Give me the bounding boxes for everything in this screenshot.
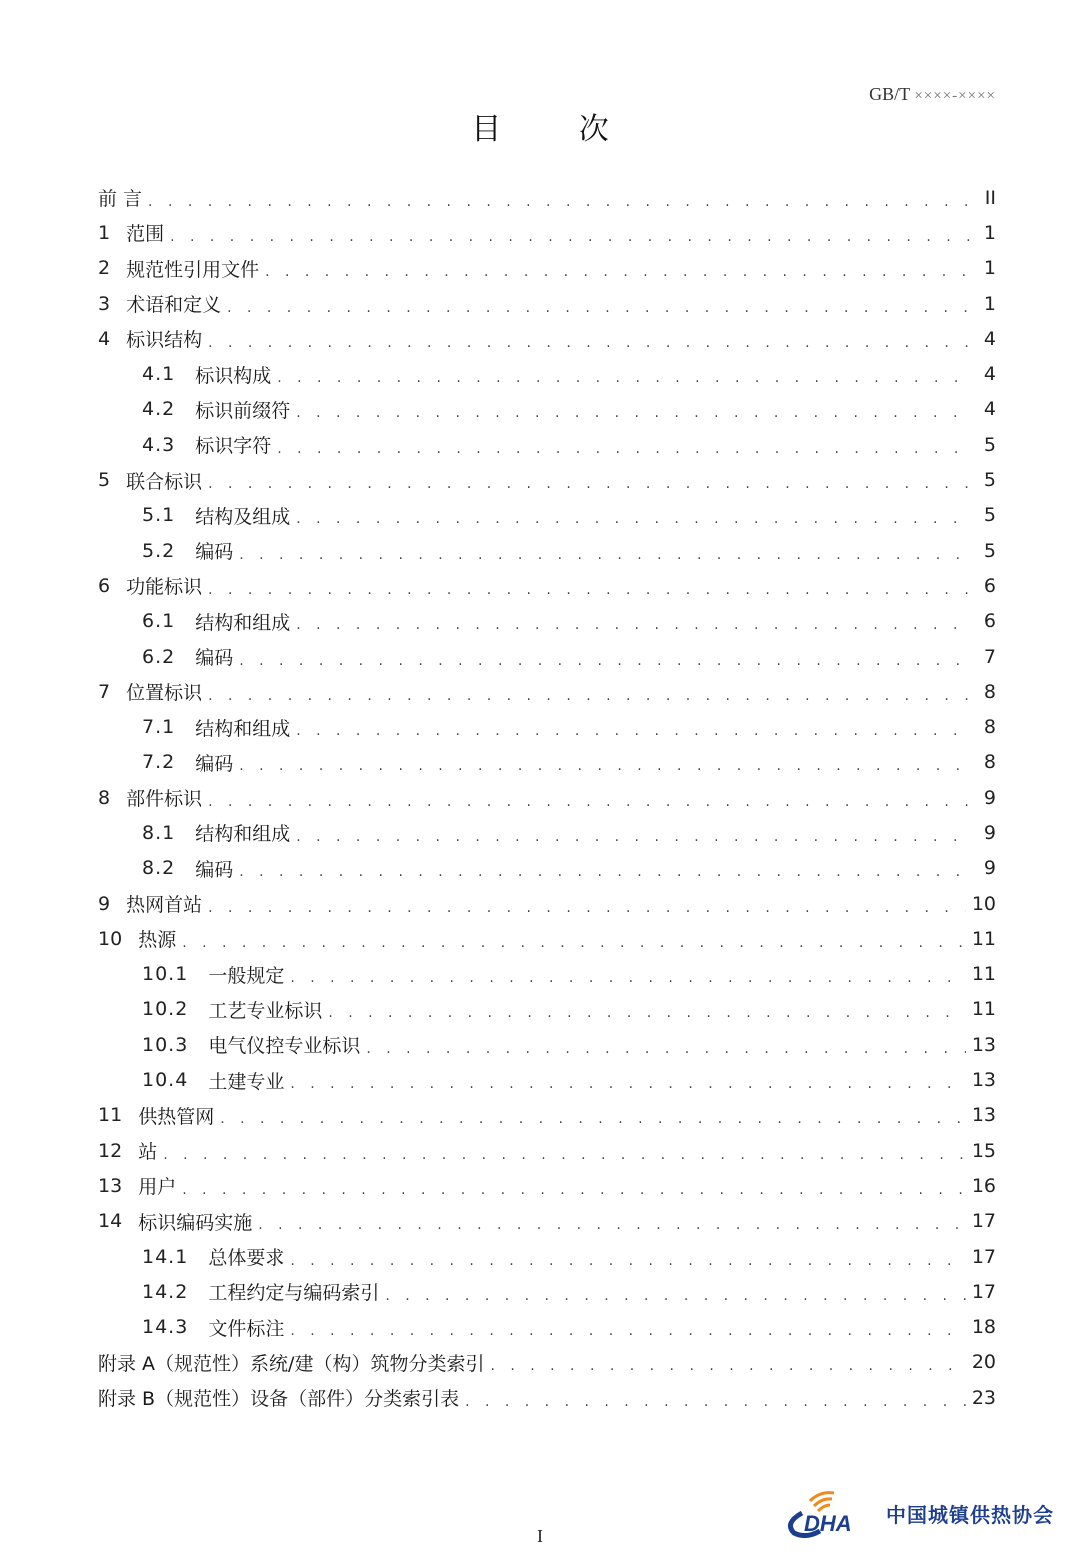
toc-entry[interactable] [98,215,996,250]
toc-entry-number: 10 [98,927,123,950]
toc-entry-page: 5 [983,504,996,527]
toc-entry-page: 4 [983,398,996,421]
toc-entry-page: 13 [971,1069,996,1092]
toc-entry[interactable] [98,815,996,850]
toc-entry[interactable] [98,1168,996,1203]
toc-leader-dots [385,1289,965,1303]
toc-entry-number: 2 [98,257,111,280]
toc-entry-page: 6 [983,574,996,597]
toc-leader-dots [290,1077,965,1091]
toc-entry-label: 标识构成 [195,364,272,387]
toc-entry-page: 4 [983,363,996,386]
toc-entry-page: 17 [971,1280,996,1303]
toc-entry-page: 16 [971,1174,996,1197]
toc-leader-dots [208,795,972,809]
toc-entry-page: 7 [983,645,996,668]
toc-leader-dots [465,1395,966,1409]
toc-entry-page: 11 [971,963,996,986]
toc-entry[interactable] [98,604,996,639]
dha-logo-icon [780,1487,876,1539]
toc-entry-page: 8 [983,716,996,739]
toc-entry-label: 编码 [195,647,234,669]
toc-entry[interactable] [98,180,996,215]
standard-code [869,84,996,105]
toc-entry-label: 功能标识 [126,576,203,599]
toc-entry[interactable] [98,462,996,497]
toc-entry-page: 11 [971,998,996,1021]
toc-entry-label: 规范性引用文件 [126,258,260,281]
toc-leader-dots [208,583,972,597]
toc-entry[interactable] [98,1204,996,1239]
toc-entry-label: 术语和定义 [126,294,222,317]
toc-entry-label: 标识结构 [126,329,203,352]
toc-leader-dots [239,654,972,668]
toc-leader-dots [208,336,972,350]
toc-entry-number: 6.2 [142,645,176,668]
toc-entry[interactable] [98,745,996,780]
toc-entry-number: 10.3 [142,1033,189,1056]
toc-entry-page: 13 [971,1104,996,1127]
association-logo [780,1487,1054,1539]
toc-entry-label: 联合标识 [126,470,203,493]
toc-leader-dots [208,689,972,703]
toc-entry-number: 14 [98,1210,123,1233]
toc-entry[interactable] [98,780,996,815]
toc-entry-label: 编码 [195,541,234,564]
toc-entry[interactable] [98,992,996,1027]
toc-entry-label: 一般规定 [208,964,285,987]
toc-leader-dots [290,1254,965,1268]
toc-entry-page: 9 [983,786,996,809]
toc-entry-label: 供热管网 [138,1105,215,1128]
toc-entry[interactable] [98,957,996,992]
toc-entry[interactable] [98,851,996,886]
toc-entry-page: 18 [971,1316,996,1339]
toc-entry-page: 8 [983,680,996,703]
toc-entry-page: 13 [971,1033,996,1056]
toc-entry-number: 9 [98,892,111,915]
toc-leader-dots [290,971,965,985]
toc-entry[interactable] [98,1133,996,1168]
toc-entry-number: 7.2 [142,751,176,774]
toc-entry[interactable] [98,886,996,921]
toc-entry-label: 结构和组成 [195,611,291,634]
toc-entry[interactable] [98,356,996,391]
toc-entry-number: 10.1 [142,963,189,986]
toc-entry[interactable] [98,251,996,286]
toc-entry-page: 17 [971,1210,996,1233]
toc-entry[interactable] [98,1239,996,1274]
toc-entry-label: 总体要求 [208,1247,285,1270]
standard-code-prefix: GB/T [869,84,910,104]
toc-entry-label: 范围 [126,223,165,246]
toc-entry[interactable] [98,321,996,356]
toc-entry-page: 23 [971,1386,996,1409]
toc-entry-number: 3 [98,292,111,315]
toc-entry-number: 5.1 [142,504,176,527]
toc-leader-dots [296,406,972,420]
toc-entry[interactable] [98,1062,996,1097]
toc-leader-dots [366,1042,965,1056]
standard-code-suffix: ××××-×××× [914,88,996,104]
toc-leader-dots [296,724,972,738]
toc-leader-dots [296,512,972,526]
toc-entry[interactable] [98,498,996,533]
toc-leader-dots [163,1148,966,1162]
toc-leader-dots [208,477,972,491]
toc-entry[interactable] [98,286,996,321]
toc-entry-number: 7.1 [142,716,176,739]
toc-leader-dots [290,1324,965,1338]
toc-leader-dots [239,865,972,879]
toc-entry-page: 4 [983,327,996,350]
toc-entry-label: 土建专业 [208,1070,285,1093]
toc-entry-page: 5 [983,433,996,456]
toc-entry-page: 5 [983,539,996,562]
toc-entry-label: 站 [138,1141,158,1164]
toc-entry-label: 电气仪控专业标识 [208,1035,361,1058]
table-of-contents [98,180,996,1415]
toc-leader-dots [208,901,966,915]
toc-entry-label: 编码 [195,858,234,881]
toc-entry-label: 文件标注 [208,1317,285,1340]
toc-entry[interactable] [98,709,996,744]
toc-entry-label: 热源 [138,929,177,952]
toc-entry-label: 工程约定与编码索引 [208,1282,380,1305]
toc-entry-page: 1 [983,292,996,315]
toc-entry-page: II [984,186,996,209]
toc-entry[interactable] [98,639,996,674]
toc-entry-number: 1 [98,221,111,244]
toc-entry-page: 10 [971,892,996,915]
toc-entry-label: 结构及组成 [195,505,291,528]
toc-entry-page: 17 [971,1245,996,1268]
toc-entry[interactable] [98,674,996,709]
toc-entry-page: 15 [971,1139,996,1162]
toc-entry[interactable] [98,568,996,603]
toc-entry-number: 4 [98,327,111,350]
toc-entry-number: 5.2 [142,539,176,562]
toc-entry[interactable] [98,392,996,427]
toc-leader-dots [239,548,972,562]
toc-entry-page: 6 [983,610,996,633]
toc-leader-dots [148,195,972,209]
toc-leader-dots [170,230,972,244]
toc-entry-page: 11 [971,927,996,950]
toc-entry-number: 6 [98,574,111,597]
toc-entry[interactable] [98,921,996,956]
toc-entry[interactable] [98,1345,996,1380]
toc-entry-number: 4.2 [142,398,176,421]
toc-entry-label: 热网首站 [126,894,203,917]
toc-entry-number: 13 [98,1174,123,1197]
toc-entry-number: 8.1 [142,821,176,844]
toc-entry-label: 结构和组成 [195,823,291,846]
toc-entry-number: 14.2 [142,1280,189,1303]
logo-abbr: DHA [804,1511,852,1536]
toc-leader-dots [277,442,972,456]
toc-entry[interactable] [98,427,996,462]
toc-entry[interactable] [98,1274,996,1309]
toc-leader-dots [239,759,972,773]
toc-entry[interactable] [98,1380,996,1415]
toc-entry-number: 10.2 [142,998,189,1021]
toc-leader-dots [490,1359,965,1373]
toc-entry-label: 附录 A（规范性）系统/建（构）筑物分类索引 [98,1352,485,1375]
toc-entry-label: 部件标识 [126,788,203,811]
toc-entry-label: 编码 [195,752,234,775]
page-title: 目 次 [471,112,643,147]
toc-leader-dots [227,301,972,315]
toc-entry-number: 7 [98,680,111,703]
toc-entry-number: 4.3 [142,433,176,456]
toc-entry[interactable] [98,1098,996,1133]
toc-leader-dots [265,265,972,279]
toc-entry-number: 6.1 [142,610,176,633]
toc-entry-number: 8 [98,786,111,809]
toc-leader-dots [182,936,966,950]
toc-entry-page: 8 [983,751,996,774]
toc-leader-dots [328,1006,965,1020]
toc-entry-label: 工艺专业标识 [208,999,323,1022]
toc-entry-number: 11 [98,1104,123,1127]
page-number: I [537,1526,543,1546]
toc-entry-number: 14.3 [142,1316,189,1339]
toc-entry-label: 标识前缀符 [195,399,291,422]
toc-entry-label: 用户 [138,1176,177,1199]
toc-entry-number: 14.1 [142,1245,189,1268]
toc-entry-page: 1 [983,257,996,280]
toc-entry-number: 4.1 [142,363,176,386]
toc-entry-label: 标识字符 [195,435,272,458]
toc-entry[interactable] [98,1027,996,1062]
toc-entry-label: 标识编码实施 [138,1211,253,1234]
toc-leader-dots [296,618,972,632]
toc-entry-label: 位置标识 [126,682,203,705]
toc-entry-page: 9 [983,821,996,844]
toc-entry-label: 结构和组成 [195,717,291,740]
toc-entry-label: 前 言 [98,188,143,211]
toc-leader-dots [258,1218,966,1232]
toc-entry-page: 20 [971,1351,996,1374]
toc-entry-number: 5 [98,469,111,492]
toc-entry[interactable] [98,533,996,568]
toc-entry-page: 1 [983,221,996,244]
toc-leader-dots [296,830,972,844]
logo-text: 中国城镇供热协会 [886,1502,1054,1527]
toc-leader-dots [277,371,972,385]
toc-entry[interactable] [98,1310,996,1345]
toc-leader-dots [220,1112,966,1126]
toc-entry-label: 附录 B（规范性）设备（部件）分类索引表 [98,1388,460,1411]
toc-entry-number: 8.2 [142,857,176,880]
toc-entry-number: 10.4 [142,1069,189,1092]
toc-entry-page: 9 [983,857,996,880]
toc-leader-dots [182,1183,966,1197]
toc-entry-page: 5 [983,469,996,492]
toc-entry-number: 12 [98,1139,123,1162]
